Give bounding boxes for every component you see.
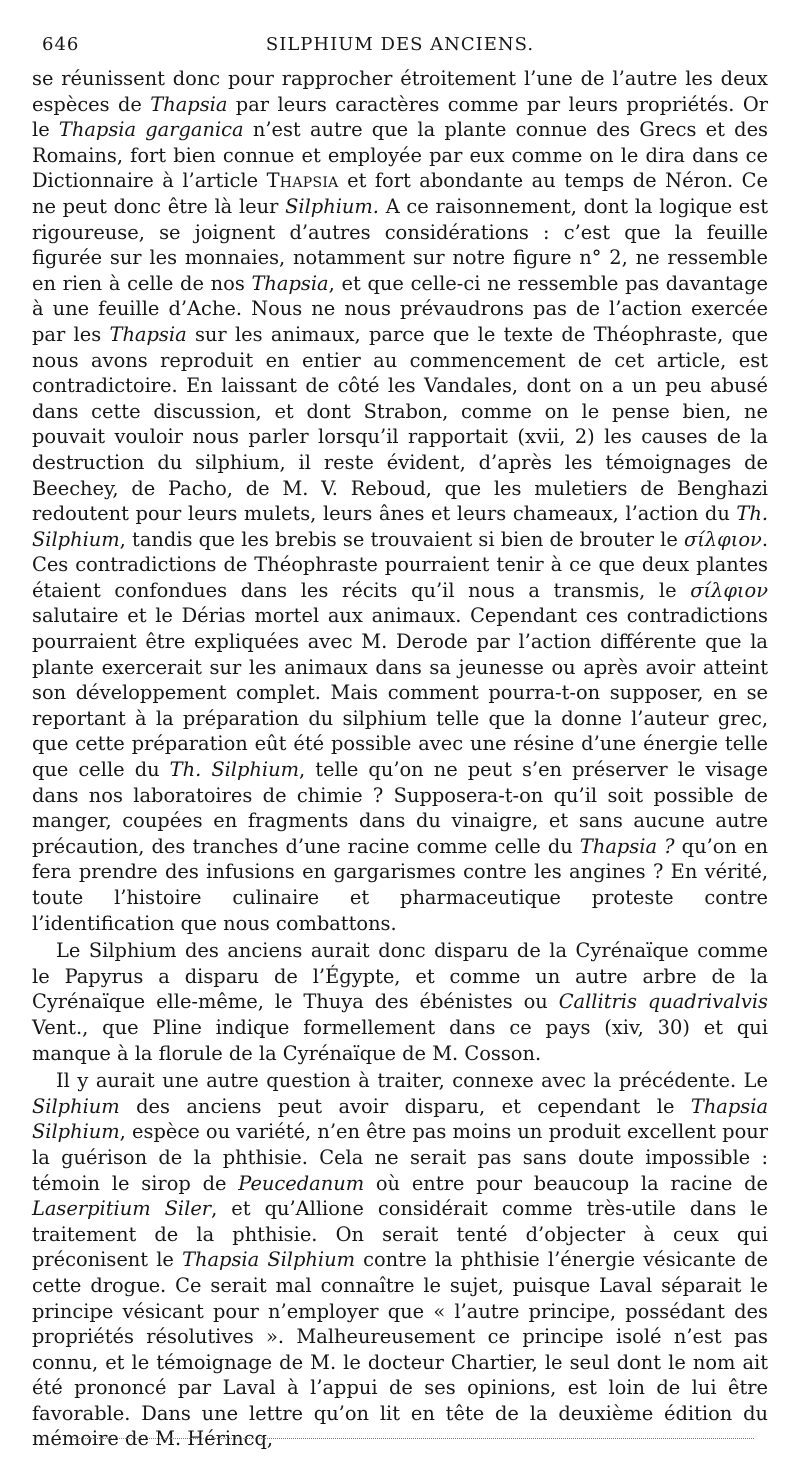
italic-term: Thapsia garganica	[58, 118, 244, 142]
italic-term: σίλφιον	[684, 527, 762, 551]
text-run: Il y aurait une autre question à traiter, connexe avec la précédente. Le	[56, 1069, 768, 1093]
italic-term: Thapsia	[109, 322, 187, 346]
text-run: n’est autre que la plante connue des Grecs et des Romains, fort bien connue et employée par eux comme on le dira dans ce Dictionnaire à l’article	[32, 118, 768, 193]
small-caps-term: Thapsia	[266, 169, 339, 193]
running-title: SILPHIUM DES ANCIENS.	[265, 34, 535, 55]
text-run: des anciens peut avoir disparu, et cependant le	[119, 1094, 691, 1118]
italic-term: Laserpitium Siler	[32, 1197, 212, 1221]
text-run: Le Silphium des anciens aurait donc disparu de la Cyrénaïque comme le Papyrus a disparu de l’Égypte, et comme un autre arbre de la Cyrénaïque elle-même, le Thuya des ébénistes ou	[32, 939, 768, 1014]
text-run: où entre pour beaucoup la racine de	[364, 1171, 769, 1195]
italic-term: Peucedanum	[238, 1171, 365, 1195]
italic-term: Thapsia Silphium	[32, 1094, 768, 1144]
italic-term: Thapsia	[150, 92, 228, 116]
text-run: , et que celle-ci ne ressemble pas davantage à une feuille d’Ache. Nous ne nous prévaudrons pas de l’action exercée par les	[32, 271, 768, 346]
text-run: salutaire et le Dérias mortel aux animaux. Cependant ces contradictions pourraient être expliquées avec M. Derode par l’action différente que la plante exercerait sur les animaux dans sa jeunesse ou après avoir atteint son développement complet. Mais comment pourra-t-on supposer, en se reportant à la préparation du silphium telle que la donne l’auteur grec, que cette préparation eût été possible avec une résine d’une énergie telle que celle du	[32, 604, 768, 782]
text-run: qu’on en fera prendre des infusions en gargarismes contre les angines ? En vérité, toute l’histoire culinaire et pharmaceutique proteste contre l’identification que nous combattons.	[32, 834, 768, 935]
italic-term: Thapsia Silphium	[182, 1248, 355, 1272]
italic-term: Thapsia	[251, 271, 329, 295]
text-run: A ce raisonnement, dont la logique est rigoureuse, se joignent d’autres considérations : c’est que la feuille figurée sur les monnaies, notamment sur notre figure n° 2, ne ressemble en rien à celle de nos	[32, 194, 768, 295]
italic-term: Th. Silphium	[169, 758, 299, 782]
italic-term: Thapsia ?	[579, 834, 675, 858]
paragraph-silphium-thapsia	[32, 66, 768, 936]
paragraph-phthisis	[32, 1068, 768, 1452]
text-run: , tandis que les brebis se trouvaient si bien de brouter le	[119, 527, 685, 551]
italic-term: Th. Silphium	[32, 502, 768, 551]
text-run: se réunissent donc pour rapprocher étroitement l’une de l’autre les deux espèces de	[32, 67, 768, 116]
italic-term: Silphium.	[285, 194, 379, 218]
bottom-rule	[74, 1438, 754, 1439]
body-text	[32, 66, 768, 1452]
page-number: 646	[42, 34, 80, 55]
text-run: , espèce ou variété, n’en être pas moins un produit excellent pour la guérison de la phthisie. Cela ne serait pas sans doute impossible : témoin le sirop de	[32, 1120, 768, 1195]
page	[32, 28, 768, 1452]
italic-term: σίλφιον	[690, 578, 768, 602]
italic-term: Callitris quadrivalvis	[558, 990, 768, 1014]
italic-term: Silphium	[32, 1094, 120, 1118]
text-run: contre la phthisie l’énergie vésicante de cette drogue. Ce serait mal connaître le sujet, puisque Laval séparait le principe vésicant pour n’employer que « l’autre principe, possédant des propriétés résolutives ». Malheureusement ce principe isolé n’est pas connu, et le témoignage de M. le docteur Chartier, le seul dont le nom ait été prononcé par Laval à l’appui de ses opinions, est loin de lui être favorable. Dans une lettre qu’on lit en tête de la deuxième édition du mémoire de M. Hérincq,	[32, 1248, 769, 1451]
running-head	[32, 28, 768, 58]
text-run: sur les animaux, parce que le texte de Théophraste, que nous avons reproduit en entier au commencement de cet article, est contradictoire. En laissant de côté les Vandales, dont on a un peu abusé dans cette discussion, et dont Strabon, comme on le pense bien, ne pouvait vouloir nous parler lorsqu’il rapportait (xvii, 2) les causes de la destruction du silphium, il reste évident, d’après les témoignages de Beechey, de Pacho, de M. V. Reboud, que les muletiers de Benghazi redoutent pour leurs mulets, leurs ânes et leurs chameaux, l’action du	[32, 322, 768, 526]
text-run: par leurs caractères comme par leurs propriétés. Or le	[32, 92, 768, 142]
text-run: , et qu’Allione considérait comme très-utile dans le traitement de la phthisie. On serait tenté d’objecter à ceux qui préconisent le	[32, 1197, 768, 1272]
text-run: . Ces contradictions de Théophraste pourraient tenir à ce que deux plantes étaient confondues dans les récits qu’il nous a transmis, le	[32, 527, 768, 602]
text-run: , telle qu’on ne peut s’en préserver le visage dans nos laboratoires de chimie ? Supposera-t-on qu’il soit possible de manger, coupées en fragments dans du vinaigre, et sans aucune autre précaution, des tranches d’une racine comme celle du	[32, 758, 768, 858]
paragraph-disappearance	[32, 938, 768, 1066]
text-run: Vent., que Pline indique formellement dans ce pays (xiv, 30) et qui manque à la florule de la Cyrénaïque de M. Cosson.	[32, 1015, 768, 1065]
text-run: et fort abondante au temps de Néron. Ce ne peut donc être là leur	[32, 169, 768, 218]
